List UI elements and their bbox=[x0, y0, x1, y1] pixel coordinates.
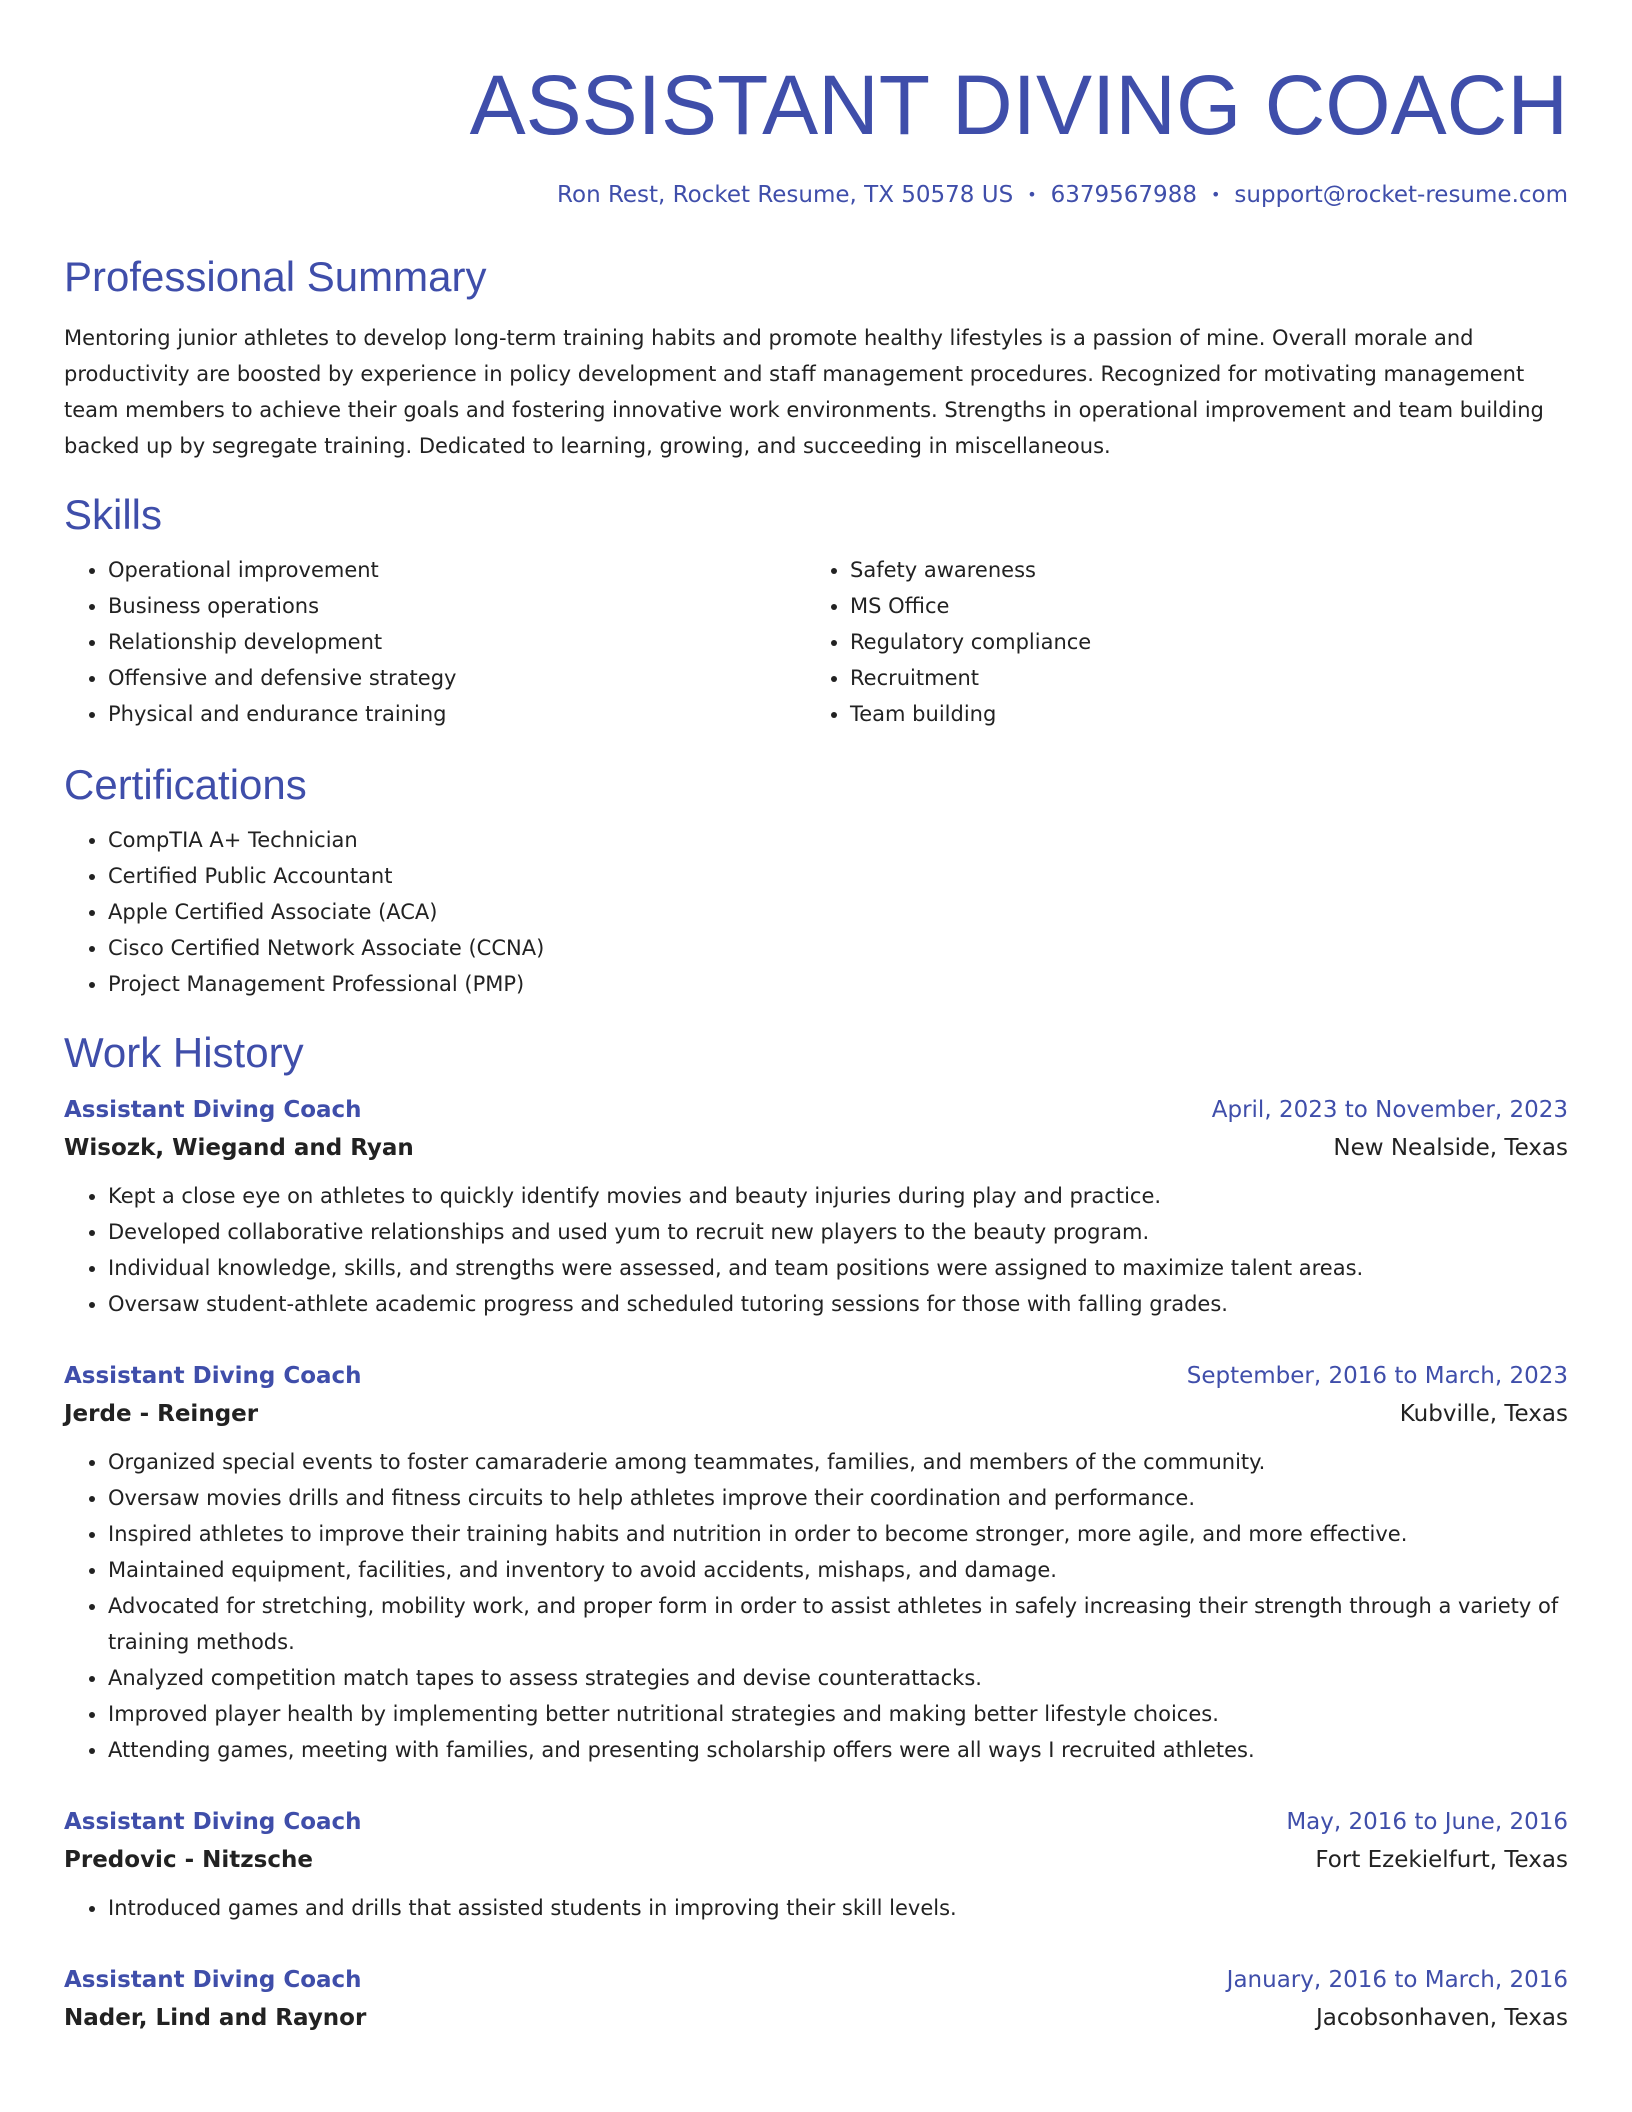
job-subheader bbox=[64, 1840, 1568, 1880]
job-bullet: • Kept a close eye on athletes to quickly identify movies and beauty injuries during play and practice. bbox=[108, 1178, 1568, 1214]
skill-item: • Regulatory compliance bbox=[850, 624, 1548, 660]
job-bullet: • Improved player health by implementing better nutritional strategies and making better lifestyle choices. bbox=[108, 1696, 1568, 1732]
skills-heading: Skills bbox=[64, 491, 163, 538]
job-bullets bbox=[64, 1890, 1568, 1926]
certification-item: • Project Management Professional (PMP) bbox=[108, 966, 1568, 1002]
certifications-heading: Certifications bbox=[64, 761, 307, 808]
skill-item: • Operational improvement bbox=[108, 552, 806, 588]
job-location: Jacobsonhaven, Texas bbox=[1315, 2005, 1568, 2031]
job-title: Assistant Diving Coach bbox=[64, 1363, 362, 1389]
skills-column-left bbox=[64, 552, 806, 732]
job-dates: September, 2016 to March, 2023 bbox=[1186, 1363, 1568, 1389]
job-bullet: • Oversaw movies drills and fitness circuits to help athletes improve their coordination and performance. bbox=[108, 1480, 1568, 1516]
job-bullet: • Oversaw student-athlete academic progress and scheduled tutoring sessions for those with falling grades. bbox=[108, 1286, 1568, 1322]
contact-separator: • bbox=[1210, 185, 1221, 204]
job-company: Jerde - Reinger bbox=[64, 1401, 259, 1427]
job-title: Assistant Diving Coach bbox=[64, 1967, 362, 1993]
skill-item: • MS Office bbox=[850, 588, 1548, 624]
job-header bbox=[64, 1358, 1568, 1394]
job-title: Assistant Diving Coach bbox=[64, 1097, 362, 1123]
resume-page bbox=[64, 0, 1568, 2038]
job-company: Wisozk, Wiegand and Ryan bbox=[64, 1135, 414, 1161]
job-bullet: • Organized special events to foster camaraderie among teammates, families, and members of the community. bbox=[108, 1444, 1568, 1480]
job-subheader bbox=[64, 1998, 1568, 2038]
job-bullets bbox=[64, 1178, 1568, 1322]
job-entry bbox=[64, 1804, 1568, 1926]
job-bullet: • Introduced games and drills that assisted students in improving their skill levels. bbox=[108, 1890, 1568, 1926]
job-bullet: • Developed collaborative relationships and used yum to recruit new players to the beauty program. bbox=[108, 1214, 1568, 1250]
certification-item: • Apple Certified Associate (ACA) bbox=[108, 894, 1568, 930]
job-location: Fort Ezekielfurt, Texas bbox=[1315, 1847, 1568, 1873]
job-subheader bbox=[64, 1394, 1568, 1434]
job-dates: April, 2023 to November, 2023 bbox=[1211, 1097, 1568, 1123]
contact-email: support@rocket-resume.com bbox=[1234, 182, 1568, 208]
summary-text: Mentoring junior athletes to develop long-term training habits and promote healthy lifestyles is a passion of mine. Overall morale and productivity are boosted by experience in policy development and staff management procedures. Recognized for motivating management team members to achieve their goals and fostering innovative work environments. Strengths in operational improvement and team building backed up by segregate training. Dedicated to learning, growing, and succeeding in miscellaneous. bbox=[64, 326, 1544, 458]
job-location: Kubville, Texas bbox=[1399, 1401, 1568, 1427]
job-bullet: • Inspired athletes to improve their training habits and nutrition in order to become stronger, more agile, and more effective. bbox=[108, 1516, 1568, 1552]
job-header bbox=[64, 1092, 1568, 1128]
contact-address: Ron Rest, Rocket Resume, TX 50578 US bbox=[557, 182, 1014, 208]
contact-phone: 6379567988 bbox=[1050, 182, 1197, 208]
job-bullet: • Maintained equipment, facilities, and inventory to avoid accidents, mishaps, and damage. bbox=[108, 1552, 1568, 1588]
job-bullet: • Analyzed competition match tapes to assess strategies and devise counterattacks. bbox=[108, 1660, 1568, 1696]
job-bullets bbox=[64, 1444, 1568, 1768]
job-header bbox=[64, 1962, 1568, 1998]
contact-line bbox=[64, 180, 1568, 210]
job-title: Assistant Diving Coach bbox=[64, 1809, 362, 1835]
work-history-heading: Work History bbox=[64, 1029, 304, 1076]
job-dates: May, 2016 to June, 2016 bbox=[1286, 1809, 1568, 1835]
skills-column-right bbox=[806, 552, 1548, 732]
certification-item: • CompTIA A+ Technician bbox=[108, 822, 1568, 858]
job-entry bbox=[64, 1962, 1568, 2038]
job-bullet: • Advocated for stretching, mobility work, and proper form in order to assist athletes in safely increasing their strength through a variety of training methods. bbox=[108, 1588, 1568, 1660]
skill-item: • Physical and endurance training bbox=[108, 696, 806, 732]
job-entry bbox=[64, 1092, 1568, 1322]
certification-item: • Certified Public Accountant bbox=[108, 858, 1568, 894]
skills-list bbox=[64, 552, 1568, 732]
skill-item: • Offensive and defensive strategy bbox=[108, 660, 806, 696]
skill-item: • Relationship development bbox=[108, 624, 806, 660]
job-subheader bbox=[64, 1128, 1568, 1168]
job-header bbox=[64, 1804, 1568, 1840]
job-dates: January, 2016 to March, 2016 bbox=[1226, 1967, 1568, 1993]
skill-item: • Safety awareness bbox=[850, 552, 1548, 588]
job-location: New Nealside, Texas bbox=[1333, 1135, 1568, 1161]
contact-separator: • bbox=[1027, 185, 1037, 204]
job-bullet: • Individual knowledge, skills, and strengths were assessed, and team positions were assigned to maximize talent areas. bbox=[108, 1250, 1568, 1286]
job-company: Predovic - Nitzsche bbox=[64, 1847, 313, 1873]
skill-item: • Recruitment bbox=[850, 660, 1548, 696]
certifications-list bbox=[64, 822, 1568, 1002]
skill-item: • Team building bbox=[850, 696, 1548, 732]
summary-heading: Professional Summary bbox=[64, 253, 487, 300]
job-entry bbox=[64, 1358, 1568, 1768]
job-bullet: • Attending games, meeting with families, and presenting scholarship offers were all ways I recruited athletes. bbox=[108, 1732, 1568, 1768]
resume-title: ASSISTANT DIVING COACH bbox=[469, 58, 1568, 152]
job-company: Nader, Lind and Raynor bbox=[64, 2005, 367, 2031]
certification-item: • Cisco Certified Network Associate (CCNA) bbox=[108, 930, 1568, 966]
skill-item: • Business operations bbox=[108, 588, 806, 624]
